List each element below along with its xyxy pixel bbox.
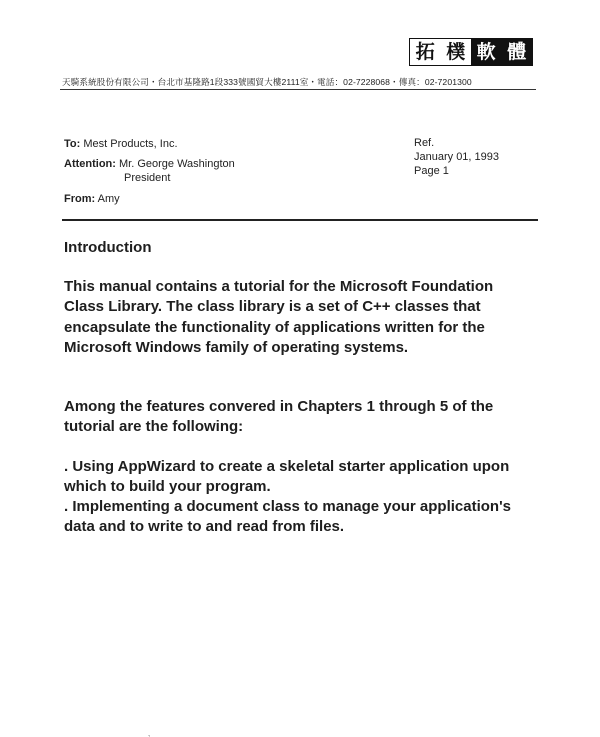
paragraph-intro: This manual contains a tutorial for the Microsoft Foundation Class Library. The class library is a set of C++ classes that encapsulate the functionality of applications written for the Microsoft Windows family of operating systems. [64,278,494,356]
logo-char-4: 體 [502,39,533,65]
memo-to [64,137,178,151]
logo-char-3: 軟 [471,39,502,65]
bullet-document-class: . Implementing a document class to manage your application's data and to write to and read from files. [64,498,511,536]
company-address: 天騎系統股份有限公司・台北市基隆路1段333號國貿大樓2111室・電話：02-7228068・傳真：02-7201300 [62,77,472,87]
memo-page: Page 1 [414,165,449,177]
memo-attention [64,157,235,171]
memo-ref: Ref. [414,137,435,149]
from-value: Amy [97,193,120,205]
attention-name: Mr. George Washington [119,158,235,170]
letterhead-divider [60,89,536,90]
paragraph-features: Among the features convered in Chapters 1 through 5 of the tutorial are the following: [64,398,494,436]
attention-title: President [124,172,171,184]
section-heading: Introduction [64,239,152,256]
bullet-appwizard: . Using AppWizard to create a skeletal starter application upon which to build your program. [64,458,510,496]
to-label: To: [64,138,81,150]
to-value: Mest Products, Inc. [83,138,178,150]
company-logo [409,38,533,66]
footer-mark: ˎ [148,728,151,737]
logo-char-1: 拓 [410,39,441,65]
logo-char-2: 樸 [441,39,472,65]
memo-from [64,192,120,206]
header-divider [62,219,538,221]
memo-date: January 01, 1993 [414,151,500,163]
from-label: From: [64,193,96,205]
attention-label: Attention: [64,158,116,170]
